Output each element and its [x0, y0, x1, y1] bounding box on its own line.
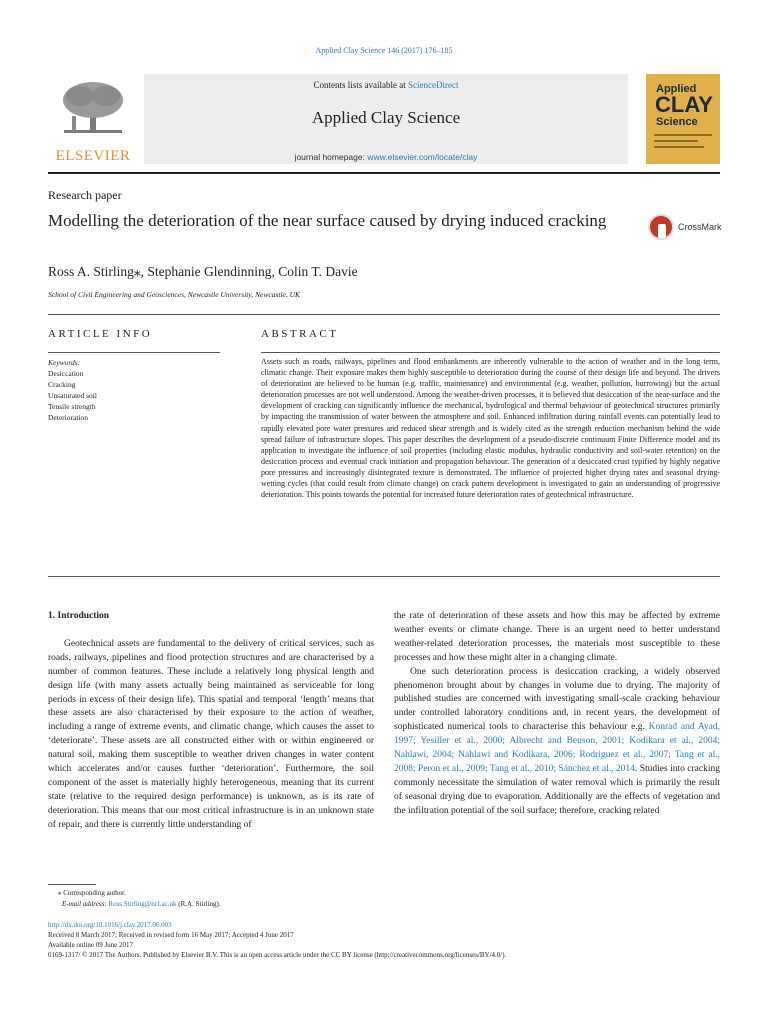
keyword-item: Desiccation	[48, 369, 84, 378]
elsevier-wordmark: ELSEVIER	[55, 148, 131, 164]
keywords-block	[48, 357, 220, 423]
homepage-line	[144, 152, 628, 162]
received-dates: Received 8 March 2017; Received in revised form 16 May 2017; Accepted 4 June 2017	[48, 931, 294, 939]
affiliation: School of Civil Engineering and Geosciences, Newcastle University, Newcastle, UK	[48, 290, 301, 299]
cover-title-line1: Applied	[656, 83, 697, 95]
reference-links[interactable]: Konrad and Ayad, 1997; Yesiller et al., 2000; Albrecht and Benson, 2001; Kodikara et al., 2004; Nahlawi, 2004; Nahlawi and Kodikara, 2006; Rodriguez et al., 2007; Tang et al., 2008; Peron et al., 2009; Tang et al., 2010; Sánchez et al., 2014	[394, 722, 721, 774]
footnotes	[48, 888, 720, 909]
keyword-item: Cracking	[48, 380, 76, 389]
abstract-divider	[261, 352, 720, 353]
keyword-item: Tensile strength	[48, 402, 96, 411]
paper-title: Modelling the deterioration of the near surface caused by drying induced cracking	[48, 211, 607, 230]
section-divider	[48, 576, 720, 577]
corresponding-author-note: ⁎ Corresponding author.	[58, 889, 126, 897]
email-link[interactable]: Ross.Stirling@ncl.ac.uk	[108, 899, 177, 908]
article-info-divider	[48, 352, 220, 353]
doi-link[interactable]: http://dx.doi.org/10.1016/j.clay.2017.06.003	[48, 921, 172, 929]
cover-decoration	[654, 146, 704, 148]
cover-title-line3: Science	[656, 116, 698, 128]
section-divider	[48, 314, 720, 315]
tree-icon	[58, 80, 128, 134]
crossmark-label: CrossMark	[678, 222, 722, 232]
email-note	[48, 899, 720, 910]
keywords-label: Keywords:	[48, 358, 81, 367]
homepage-link[interactable]: www.elsevier.com/locate/clay	[367, 152, 478, 162]
article-info-heading: ARTICLE INFO	[48, 328, 153, 340]
body-paragraph	[394, 666, 720, 819]
body-paragraph: the rate of deterioration of these assets and how this may be affected by extreme weather events or climate change. There is an urgent need to better understand weather-related deterioration processes, the materials most susceptible to these processes and how these might alter in a changing climate.	[394, 611, 720, 663]
author-list[interactable]: Ross A. Stirling⁎, Stephanie Glendinning, Colin T. Davie	[48, 264, 358, 279]
cover-title-line2: CLAY	[655, 92, 713, 117]
paper-type: Research paper	[48, 188, 122, 202]
contents-prefix: Contents lists available at	[313, 80, 408, 90]
crossmark-badge[interactable]	[648, 212, 728, 244]
elsevier-logo[interactable]	[48, 74, 138, 164]
email-label: E-mail address:	[62, 899, 109, 908]
abstract-heading: ABSTRACT	[261, 328, 339, 340]
cover-decoration	[654, 134, 712, 136]
keyword-item: Deterioration	[48, 413, 88, 422]
abstract-text: Assets such as roads, railways, pipelines and flood embankments are inherently vulnerable to the action of weather and in the long term, climatic change. Their exposure makes them highly susceptible to deterioration during the course of their design life and beyond. The drivers of deterioration are believed to be human (e.g. traffic, maintenance) and environmental (e.g. weather, pollution, burrowing) but the actual deterioration processes are not well understood. Among the weather-driven processes, it is believed that desiccation of the near-surface and the development of cracking can significantly influence the mechanical, hydrological and thermal behaviour of geotechnical structures primarily by impacting the transmission of water between the atmosphere and soil. Enhanced infiltration during rainfall events can potentially lead to rapidly elevated pore water pressures and reduced shear strength and is widely cited as the strength reduction mechanism behind the wide spread failure of infrastructure slopes. This paper describes the development of a pseudo-discrete continuum Finite Difference model and its application to investigate the influence of soil properties (including elastic modulus, hydraulic conductivity and soil-water retention) on the desiccation process and eventual crack initiation and propagation behaviour. The generation of a desiccated crust typified by highly negative pore pressures and increasingly disintegrated texture is demonstrated. The influence of projected higher drying rates and seasonal drying-wetting cycles (that could result from climate change) on crack pattern development is investigated to gain an understanding of progressive deterioration. This points towards the potential for increased future deterioration rates of geotechnical infrastructure.	[261, 357, 720, 500]
license-statement: 0169-1317/ © 2017 The Authors. Published by Elsevier B.V. This is an open access article under the CC BY license (http://creativecommons.org/licenses/BY/4.0/).	[48, 951, 507, 959]
paragraph-text: . Studies into cracking commonly necessitate the simulation of water removal which is primarily the result of seasonal drying due to evaporation. Additionally are the effects of vegetation and the infiltration potential of the soil surface; therefore, cracking related	[394, 763, 720, 816]
journal-header	[48, 74, 720, 164]
cover-decoration	[654, 140, 698, 142]
contents-line	[144, 80, 628, 90]
crossmark-icon	[648, 214, 674, 240]
available-online: Available online 09 June 2017	[48, 941, 134, 949]
body-column-right	[394, 610, 720, 819]
header-divider	[48, 172, 720, 174]
keyword-item: Unsaturated soil	[48, 391, 97, 400]
journal-cover-thumbnail[interactable]	[646, 74, 720, 164]
body-column-left	[48, 610, 374, 833]
paragraph-text: One such deterioration process is desiccation cracking, a widely observed phenomenon brought about by changes in volume due to drying. The majority of published studies are concerned with investigating small-scale cracking behaviour under controlled laboratory conditions and, in recent years, the development of sophisticated numerical tools to characterise this behaviour e.g.	[394, 666, 720, 733]
journal-citation[interactable]: Applied Clay Science 146 (2017) 176–185	[315, 46, 453, 55]
sciencedirect-link[interactable]: ScienceDirect	[408, 80, 459, 90]
homepage-prefix: journal homepage:	[294, 152, 368, 162]
footnote-divider	[48, 884, 96, 885]
body-paragraph: Geotechnical assets are fundamental to the delivery of critical services, such as roads, railways, pipelines and flood protection structures and are characterised by a number of common features. These include a relatively long physical length and design life (with many assets actually being maintained as serviceable for long periods in excess of their design life). This spatial and temporal ‘length’ means that these assets are also characterised by their exposure to the action of weather, including a range of extreme events, and climatic change, which causes the asset to ‘deteriorate’. These assets are all constructed either with or within engineered or natural soil, making them susceptible to weather driven changes in water content which accelerates and/or causes further ‘deterioration’. Furthermore, the soil component of the asset is materially highly heterogeneous, meaning that its current state (relative to the required design performance) is unknown, as is its rate of deterioration. This means that our most critical infrastructure is in an unknown state of repair, and there is currently little understanding of	[48, 638, 374, 830]
publication-info	[48, 920, 720, 960]
journal-info-panel	[144, 74, 628, 164]
section-heading: 1. Introduction	[48, 611, 110, 621]
email-suffix: (R.A. Stirling).	[176, 899, 221, 908]
journal-name: Applied Clay Science	[311, 108, 461, 127]
